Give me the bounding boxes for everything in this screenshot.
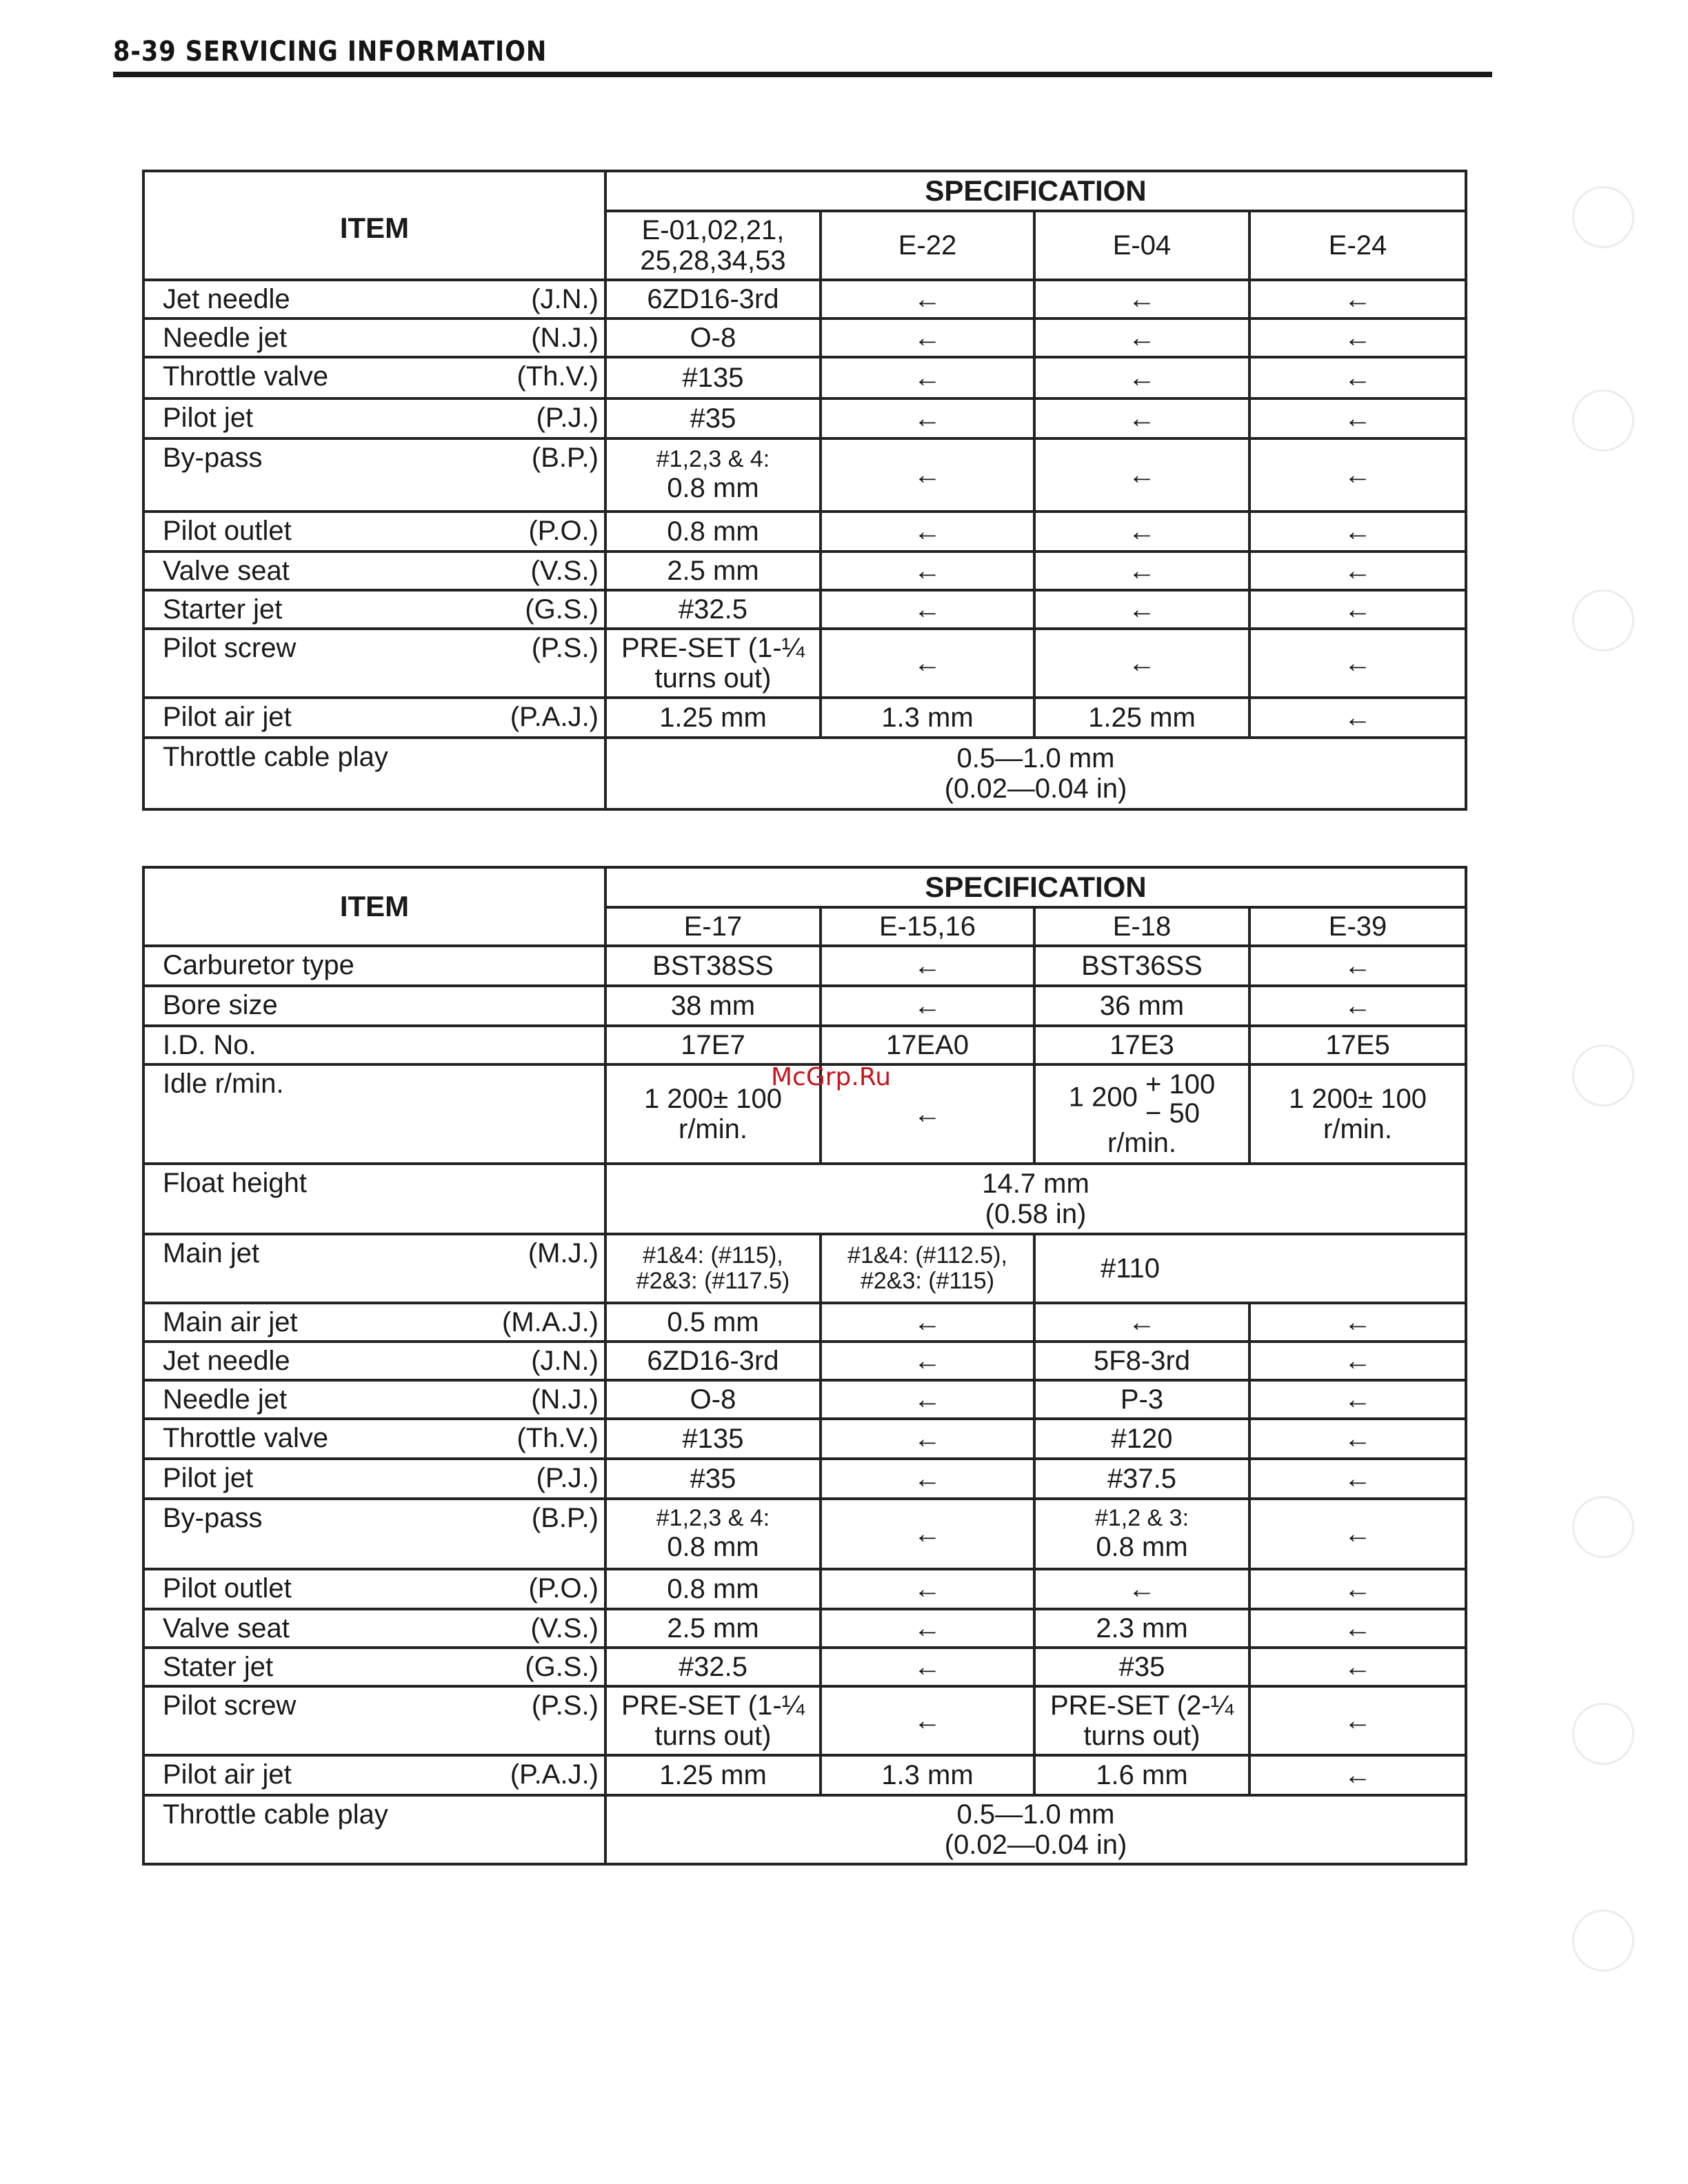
cell: ← <box>1249 986 1466 1026</box>
row-label: Pilot screw <box>163 633 297 664</box>
cell: 2.5 mm <box>605 1609 821 1648</box>
cell: ← <box>821 1459 1034 1499</box>
cell: ← <box>1249 1342 1466 1380</box>
cell: ← <box>821 398 1034 438</box>
table-row <box>143 1342 1466 1380</box>
cell: ← <box>821 1342 1034 1380</box>
col-header: E-01,02,21, 25,28,34,53 <box>605 211 821 280</box>
cell: 1.25 mm <box>605 698 821 738</box>
cell: ← <box>1249 698 1466 738</box>
col-header: E-22 <box>821 211 1034 280</box>
cell: ← <box>1249 629 1466 698</box>
binder-hole <box>1572 390 1634 452</box>
idle-base: 1 200 <box>1068 1082 1138 1113</box>
cell: 38 mm <box>605 986 821 1026</box>
row-label: Jet needle <box>163 1346 290 1377</box>
table-row <box>143 1686 1466 1755</box>
carburetor-spec-table-2 <box>142 866 1467 1866</box>
cell: 6ZD16-3rd <box>605 1342 821 1380</box>
row-label: Valve seat <box>163 556 290 587</box>
row-label: Carburetor type <box>163 950 354 981</box>
row-abbr: (P.S.) <box>531 633 599 664</box>
cell-line: #2&3: (#115) <box>860 1268 995 1295</box>
cell-line: #1,2 & 3: <box>1094 1505 1189 1532</box>
cell-line: 0.5—1.0 mm <box>956 1799 1115 1830</box>
cell: P-3 <box>1034 1380 1249 1419</box>
row-label: Pilot jet <box>163 1463 254 1494</box>
table-row <box>143 1303 1466 1342</box>
cell: ← <box>1249 1609 1466 1648</box>
row-abbr: (P.J.) <box>536 1463 599 1494</box>
cell: #32.5 <box>605 590 821 629</box>
row-abbr: (J.N.) <box>531 284 599 315</box>
binder-hole <box>1572 589 1634 651</box>
cell: ← <box>1034 438 1249 512</box>
table-row <box>143 1419 1466 1459</box>
cell: ← <box>821 552 1034 590</box>
cell: ← <box>1034 1569 1249 1609</box>
table-row <box>143 1648 1466 1686</box>
col-header: E-39 <box>1249 907 1466 946</box>
table-row <box>143 1459 1466 1499</box>
cell: ← <box>821 590 1034 629</box>
specification-header: SPECIFICATION <box>605 867 1466 907</box>
cell-line: turns out) <box>654 1721 772 1752</box>
cell: ← <box>821 1499 1034 1569</box>
cell: 1.6 mm <box>1034 1755 1249 1795</box>
cell: ← <box>1034 552 1249 590</box>
binder-hole <box>1572 1703 1634 1765</box>
cell-line: turns out) <box>654 663 772 694</box>
cell-line: r/min. <box>1107 1128 1176 1159</box>
row-abbr: (M.A.J.) <box>502 1307 599 1338</box>
table-row <box>143 512 1466 552</box>
col-header: E-24 <box>1249 211 1466 280</box>
cell: ← <box>1249 438 1466 512</box>
cell-line: (0.02—0.04 in) <box>944 774 1127 805</box>
cell: ← <box>821 1648 1034 1686</box>
cell: ← <box>821 1419 1034 1459</box>
row-abbr: (B.P.) <box>531 1503 599 1534</box>
cell: ← <box>1249 1755 1466 1795</box>
binder-hole <box>1572 1496 1634 1558</box>
row-abbr: (P.S.) <box>531 1690 599 1721</box>
row-label: Float height <box>163 1168 308 1199</box>
row-abbr: (G.S.) <box>525 1652 599 1683</box>
cell: ← <box>821 1686 1034 1755</box>
cell: ← <box>1034 629 1249 698</box>
cell: 2.3 mm <box>1034 1609 1249 1648</box>
cell: ← <box>1249 1380 1466 1419</box>
row-label: Stater jet <box>163 1652 274 1683</box>
cell: ← <box>1034 590 1249 629</box>
row-label: Throttle cable play <box>163 1799 388 1830</box>
page-header: 8-39 SERVICING INFORMATION <box>113 36 547 68</box>
cell: ← <box>1249 1686 1466 1755</box>
cell-line: 0.8 mm <box>667 472 759 503</box>
table-row <box>143 280 1466 318</box>
cell: ← <box>1034 280 1249 318</box>
row-abbr: (M.J.) <box>528 1238 599 1269</box>
cell: ← <box>821 280 1034 318</box>
cell-line: #1,2,3 & 4: <box>656 446 770 473</box>
cell: ← <box>1249 1459 1466 1499</box>
table-row <box>143 590 1466 629</box>
cell: #135 <box>605 1419 821 1459</box>
row-label: Throttle cable play <box>163 742 388 773</box>
row-abbr: (J.N.) <box>531 1346 599 1377</box>
row-label: Pilot screw <box>163 1690 297 1721</box>
cell: 0.8 mm <box>605 1569 821 1609</box>
table-row <box>143 1026 1466 1064</box>
cell: 1.3 mm <box>821 1755 1034 1795</box>
table-row <box>143 1795 1466 1864</box>
cell: 1.25 mm <box>1034 698 1249 738</box>
row-abbr: (Th.V.) <box>516 361 599 392</box>
table-row <box>143 1380 1466 1419</box>
cell: ← <box>1249 1499 1466 1569</box>
cell: 17E7 <box>605 1026 821 1064</box>
cell: ← <box>1034 318 1249 357</box>
idle-tolerance-plus: + 100 <box>1145 1069 1216 1100</box>
row-label: Idle r/min. <box>163 1069 284 1100</box>
cell: ← <box>821 1303 1034 1342</box>
row-label: Bore size <box>163 990 278 1021</box>
row-abbr: (Th.V.) <box>516 1423 599 1454</box>
table-row <box>143 738 1466 809</box>
cell: #37.5 <box>1034 1459 1249 1499</box>
cell: ← <box>821 1569 1034 1609</box>
carburetor-spec-table-1 <box>142 170 1467 811</box>
col-header: E-18 <box>1034 907 1249 946</box>
cell-line: #1&4: (#112.5), <box>847 1242 1007 1268</box>
row-abbr: (B.P.) <box>531 443 599 474</box>
row-label: Needle jet <box>163 1384 288 1415</box>
cell: #35 <box>605 1459 821 1499</box>
cell: ← <box>821 1064 1034 1164</box>
cell: ← <box>1034 357 1249 398</box>
cell: 2.5 mm <box>605 552 821 590</box>
table-row <box>143 698 1466 738</box>
cell: ← <box>1249 398 1466 438</box>
cell-line: turns out) <box>1083 1721 1200 1752</box>
cell-line: 1 200± 100 <box>1289 1084 1427 1115</box>
table-row <box>143 629 1466 698</box>
cell-line: PRE-SET (1-¼ <box>621 1690 805 1721</box>
col-header: E-15,16 <box>821 907 1034 946</box>
cell: ← <box>821 1380 1034 1419</box>
row-label: Throttle valve <box>163 1423 329 1454</box>
cell: ← <box>1249 1569 1466 1609</box>
cell: 1.3 mm <box>821 698 1034 738</box>
cell: ← <box>1249 512 1466 552</box>
cell: ← <box>1249 280 1466 318</box>
table-header-row <box>143 171 1466 211</box>
cell: ← <box>821 318 1034 357</box>
cell-line: #2&3: (#117.5) <box>636 1268 790 1295</box>
row-label: Pilot outlet <box>163 1573 292 1604</box>
row-abbr: (N.J.) <box>531 323 599 354</box>
cell-line: PRE-SET (1-¼ <box>621 633 805 664</box>
cell-line: 0.5—1.0 mm <box>956 743 1115 774</box>
row-abbr: (P.A.J.) <box>510 1759 599 1790</box>
cell: #120 <box>1034 1419 1249 1459</box>
cell: #110 <box>1034 1234 1466 1303</box>
cell: ← <box>821 512 1034 552</box>
watermark-text: McGrp.Ru <box>771 1063 892 1091</box>
cell: #32.5 <box>605 1648 821 1686</box>
table-row <box>143 552 1466 590</box>
cell: #135 <box>605 357 821 398</box>
binder-hole <box>1572 1044 1634 1106</box>
item-header: ITEM <box>143 171 605 280</box>
table-row <box>143 1755 1466 1795</box>
cell-line: 1 200± 100 <box>644 1084 782 1115</box>
cell: ← <box>821 357 1034 398</box>
binder-hole <box>1572 186 1634 248</box>
cell: 5F8-3rd <box>1034 1342 1249 1380</box>
cell: ← <box>1249 357 1466 398</box>
row-label: Main jet <box>163 1238 260 1269</box>
row-label: Jet needle <box>163 284 290 315</box>
idle-tolerance-minus: − 50 <box>1145 1098 1200 1129</box>
row-abbr: (N.J.) <box>531 1384 599 1415</box>
cell: 0.8 mm <box>605 512 821 552</box>
cell: ← <box>821 629 1034 698</box>
table-row <box>143 398 1466 438</box>
cell: ← <box>821 438 1034 512</box>
cell: #35 <box>1034 1648 1249 1686</box>
cell: ← <box>1249 590 1466 629</box>
cell: #35 <box>605 398 821 438</box>
cell: ← <box>821 946 1034 986</box>
row-label: By-pass <box>163 443 263 474</box>
row-label: Pilot air jet <box>163 702 292 733</box>
table-header-row <box>143 867 1466 907</box>
cell-line: (0.02—0.04 in) <box>944 1830 1127 1861</box>
cell: ← <box>1249 1303 1466 1342</box>
specification-header: SPECIFICATION <box>605 171 1466 211</box>
cell: ← <box>1249 318 1466 357</box>
cell: O-8 <box>605 1380 821 1419</box>
cell: O-8 <box>605 318 821 357</box>
row-label: Needle jet <box>163 323 288 354</box>
row-label: Starter jet <box>163 594 283 625</box>
cell: 0.5 mm <box>605 1303 821 1342</box>
header-rule <box>113 72 1492 77</box>
row-abbr: (P.O.) <box>528 1573 599 1604</box>
cell: 17E5 <box>1249 1026 1466 1064</box>
cell: ← <box>1249 1419 1466 1459</box>
cell-line: #1,2,3 & 4: <box>656 1505 770 1532</box>
cell: ← <box>821 986 1034 1026</box>
row-abbr: (V.S.) <box>530 556 599 587</box>
cell: 1.25 mm <box>605 1755 821 1795</box>
row-label: By-pass <box>163 1503 263 1534</box>
cell-line: PRE-SET (2-¼ <box>1050 1690 1234 1721</box>
cell-line: 14.7 mm <box>982 1169 1089 1200</box>
row-label: Valve seat <box>163 1613 290 1644</box>
row-abbr: (G.S.) <box>525 594 599 625</box>
table-row <box>143 1499 1466 1569</box>
cell-line: 0.8 mm <box>667 1531 759 1562</box>
col-header: E-04 <box>1034 211 1249 280</box>
cell: ← <box>1034 398 1249 438</box>
table-row <box>143 1234 1466 1303</box>
cell: 36 mm <box>1034 986 1249 1026</box>
col-header: E-17 <box>605 907 821 946</box>
cell-line: #1&4: (#115), <box>643 1242 783 1268</box>
row-abbr: (P.J.) <box>536 403 599 434</box>
table-row <box>143 946 1466 986</box>
cell: 6ZD16-3rd <box>605 280 821 318</box>
row-label: I.D. No. <box>163 1030 257 1061</box>
cell-line: r/min. <box>679 1114 747 1145</box>
cell-line: 0.8 mm <box>1096 1531 1188 1562</box>
cell: ← <box>821 1609 1034 1648</box>
cell: ← <box>1034 1303 1249 1342</box>
row-label: Throttle valve <box>163 361 329 392</box>
cell: ← <box>1034 512 1249 552</box>
cell-line: (0.58 in) <box>985 1199 1087 1230</box>
table-row <box>143 318 1466 357</box>
cell: 17EA0 <box>821 1026 1034 1064</box>
binder-hole <box>1572 1910 1634 1972</box>
cell-line: r/min. <box>1323 1114 1393 1145</box>
table-row <box>143 1164 1466 1234</box>
row-abbr: (P.O.) <box>528 516 599 547</box>
row-label: Pilot outlet <box>163 516 292 547</box>
row-abbr: (V.S.) <box>530 1613 599 1644</box>
row-label: Pilot air jet <box>163 1759 292 1790</box>
cell: ← <box>1249 1648 1466 1686</box>
row-abbr: (P.A.J.) <box>510 702 599 733</box>
cell: 17E3 <box>1034 1026 1249 1064</box>
table-row <box>143 986 1466 1026</box>
row-label: Pilot jet <box>163 403 254 434</box>
cell: BST36SS <box>1034 946 1249 986</box>
cell: ← <box>1249 552 1466 590</box>
item-header: ITEM <box>143 867 605 946</box>
row-label: Main air jet <box>163 1307 298 1338</box>
table-row <box>143 1569 1466 1609</box>
cell: ← <box>1249 946 1466 986</box>
table-row <box>143 1609 1466 1648</box>
table-row <box>143 438 1466 512</box>
cell: BST38SS <box>605 946 821 986</box>
table-row <box>143 357 1466 398</box>
